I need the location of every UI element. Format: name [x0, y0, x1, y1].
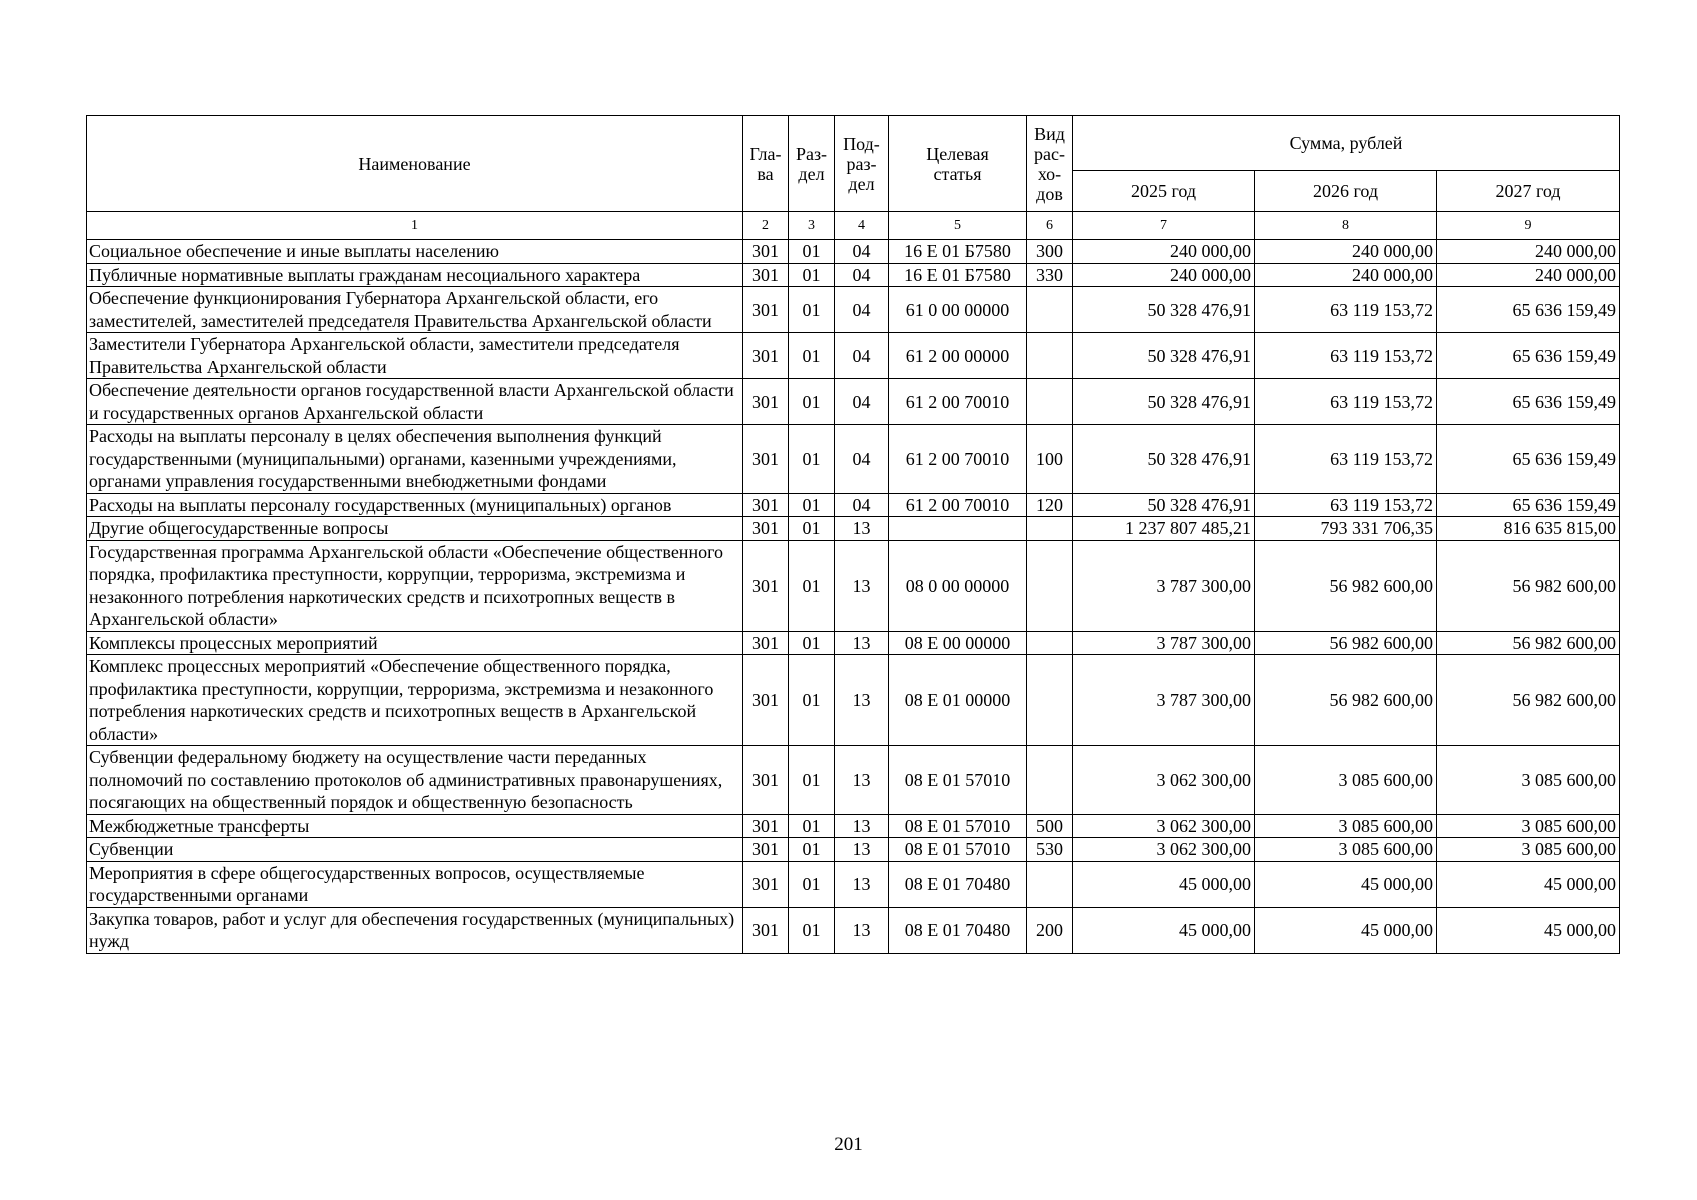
- glava-cell: 301: [743, 838, 789, 862]
- page-number: 201: [834, 1134, 863, 1155]
- expense-type-cell: [1027, 861, 1073, 907]
- amount-2025-cell: 240 000,00: [1073, 263, 1255, 287]
- amount-2027-cell: 240 000,00: [1437, 240, 1620, 264]
- expense-type-cell: 300: [1027, 240, 1073, 264]
- name-cell: Комплексы процессных мероприятий: [87, 631, 743, 655]
- name-cell: Комплекс процессных мероприятий «Обеспечение общественного порядка, профилактика преступности, коррупции, терроризма, экстремизма и незаконного потребления наркотических средств и психотропных веществ в Архангельской области»: [87, 655, 743, 746]
- glava-cell: 301: [743, 493, 789, 517]
- expense-type-cell: 100: [1027, 425, 1073, 494]
- header-glava: Гла- ва: [743, 116, 789, 212]
- name-cell: Межбюджетные трансферты: [87, 814, 743, 838]
- amount-2027-cell: 45 000,00: [1437, 907, 1620, 953]
- name-cell: Расходы на выплаты персоналу в целях обеспечения выполнения функций государственными (муниципальными) органами, казенными учреждениями, органами управления государственными внебюджетными фондами: [87, 425, 743, 494]
- amount-2027-cell: 56 982 600,00: [1437, 540, 1620, 631]
- podrazdel-cell: 04: [835, 425, 889, 494]
- table-row: [87, 861, 1620, 907]
- glava-cell: 301: [743, 379, 789, 425]
- column-number-cell: 3: [789, 212, 835, 240]
- amount-2027-cell: 65 636 159,49: [1437, 287, 1620, 333]
- target-article-cell: 08 0 00 00000: [889, 540, 1027, 631]
- glava-cell: 301: [743, 333, 789, 379]
- podrazdel-cell: 04: [835, 379, 889, 425]
- budget-table: [86, 115, 1620, 954]
- podrazdel-cell: 13: [835, 861, 889, 907]
- table-row: [87, 746, 1620, 815]
- glava-cell: 301: [743, 655, 789, 746]
- name-cell: Заместители Губернатора Архангельской области, заместители председателя Правительства Архангельской области: [87, 333, 743, 379]
- glava-cell: 301: [743, 907, 789, 953]
- name-cell: Обеспечение функционирования Губернатора Архангельской области, его заместителей, заместителей председателя Правительства Архангельской области: [87, 287, 743, 333]
- column-number-cell: 1: [87, 212, 743, 240]
- razdel-cell: 01: [789, 861, 835, 907]
- target-article-cell: 08 Е 00 00000: [889, 631, 1027, 655]
- header-podrazdel: Под- раз- дел: [835, 116, 889, 212]
- glava-cell: 301: [743, 240, 789, 264]
- header-sum: Сумма, рублей: [1073, 116, 1620, 171]
- table-row: [87, 240, 1620, 264]
- amount-2025-cell: 3 062 300,00: [1073, 746, 1255, 815]
- razdel-cell: 01: [789, 263, 835, 287]
- podrazdel-cell: 04: [835, 493, 889, 517]
- table-row: [87, 540, 1620, 631]
- column-number-cell: 7: [1073, 212, 1255, 240]
- razdel-cell: 01: [789, 838, 835, 862]
- glava-cell: 301: [743, 814, 789, 838]
- target-article-cell: 08 Е 01 57010: [889, 746, 1027, 815]
- amount-2026-cell: 63 119 153,72: [1255, 379, 1437, 425]
- target-article-cell: 61 0 00 00000: [889, 287, 1027, 333]
- target-article-cell: 08 Е 01 70480: [889, 861, 1027, 907]
- target-article-cell: 61 2 00 70010: [889, 425, 1027, 494]
- razdel-cell: 01: [789, 379, 835, 425]
- name-cell: Закупка товаров, работ и услуг для обеспечения государственных (муниципальных) нужд: [87, 907, 743, 953]
- amount-2025-cell: 1 237 807 485,21: [1073, 517, 1255, 541]
- amount-2026-cell: 56 982 600,00: [1255, 655, 1437, 746]
- podrazdel-cell: 13: [835, 540, 889, 631]
- amount-2025-cell: 50 328 476,91: [1073, 287, 1255, 333]
- amount-2026-cell: 240 000,00: [1255, 263, 1437, 287]
- name-cell: Субвенции: [87, 838, 743, 862]
- expense-type-cell: [1027, 333, 1073, 379]
- amount-2026-cell: 3 085 600,00: [1255, 746, 1437, 815]
- header-year-2025: 2025 год: [1073, 171, 1255, 212]
- amount-2025-cell: 45 000,00: [1073, 861, 1255, 907]
- amount-2025-cell: 50 328 476,91: [1073, 425, 1255, 494]
- column-number-cell: 8: [1255, 212, 1437, 240]
- amount-2027-cell: 56 982 600,00: [1437, 631, 1620, 655]
- amount-2027-cell: 65 636 159,49: [1437, 333, 1620, 379]
- razdel-cell: 01: [789, 655, 835, 746]
- table-row: [87, 907, 1620, 953]
- name-cell: Субвенции федеральному бюджету на осуществление части переданных полномочий по составлению протоколов об административных правонарушениях, посягающих на общественный порядок и общественную безопасность: [87, 746, 743, 815]
- razdel-cell: 01: [789, 540, 835, 631]
- amount-2026-cell: 56 982 600,00: [1255, 540, 1437, 631]
- amount-2025-cell: 50 328 476,91: [1073, 333, 1255, 379]
- table-header: [87, 116, 1620, 240]
- table-row: [87, 655, 1620, 746]
- podrazdel-cell: 13: [835, 517, 889, 541]
- table-row: [87, 838, 1620, 862]
- expense-type-cell: [1027, 517, 1073, 541]
- target-article-cell: 08 Е 01 57010: [889, 814, 1027, 838]
- table-row: [87, 493, 1620, 517]
- glava-cell: 301: [743, 517, 789, 541]
- name-cell: Расходы на выплаты персоналу государственных (муниципальных) органов: [87, 493, 743, 517]
- glava-cell: 301: [743, 287, 789, 333]
- razdel-cell: 01: [789, 240, 835, 264]
- podrazdel-cell: 13: [835, 838, 889, 862]
- podrazdel-cell: 13: [835, 746, 889, 815]
- expense-type-cell: 500: [1027, 814, 1073, 838]
- razdel-cell: 01: [789, 287, 835, 333]
- glava-cell: 301: [743, 746, 789, 815]
- amount-2026-cell: 63 119 153,72: [1255, 287, 1437, 333]
- header-year-2027: 2027 год: [1437, 171, 1620, 212]
- podrazdel-cell: 04: [835, 240, 889, 264]
- amount-2025-cell: 3 787 300,00: [1073, 631, 1255, 655]
- amount-2026-cell: 63 119 153,72: [1255, 493, 1437, 517]
- razdel-cell: 01: [789, 333, 835, 379]
- column-number-cell: 9: [1437, 212, 1620, 240]
- column-number-row: [87, 212, 1620, 240]
- target-article-cell: 16 Е 01 Б7580: [889, 240, 1027, 264]
- amount-2025-cell: 240 000,00: [1073, 240, 1255, 264]
- table-row: [87, 379, 1620, 425]
- amount-2027-cell: 65 636 159,49: [1437, 425, 1620, 494]
- target-article-cell: 16 Е 01 Б7580: [889, 263, 1027, 287]
- expense-type-cell: [1027, 540, 1073, 631]
- razdel-cell: 01: [789, 814, 835, 838]
- table-row: [87, 631, 1620, 655]
- amount-2027-cell: 3 085 600,00: [1437, 814, 1620, 838]
- target-article-cell: 61 2 00 70010: [889, 379, 1027, 425]
- amount-2026-cell: 3 085 600,00: [1255, 838, 1437, 862]
- razdel-cell: 01: [789, 517, 835, 541]
- podrazdel-cell: 13: [835, 814, 889, 838]
- amount-2026-cell: 45 000,00: [1255, 907, 1437, 953]
- header-year-2026: 2026 год: [1255, 171, 1437, 212]
- amount-2026-cell: 240 000,00: [1255, 240, 1437, 264]
- header-target: Целевая статья: [889, 116, 1027, 212]
- glava-cell: 301: [743, 425, 789, 494]
- amount-2025-cell: 3 787 300,00: [1073, 655, 1255, 746]
- amount-2026-cell: 56 982 600,00: [1255, 631, 1437, 655]
- podrazdel-cell: 04: [835, 333, 889, 379]
- amount-2027-cell: 3 085 600,00: [1437, 838, 1620, 862]
- expense-type-cell: [1027, 655, 1073, 746]
- amount-2027-cell: 45 000,00: [1437, 861, 1620, 907]
- expense-type-cell: 530: [1027, 838, 1073, 862]
- name-cell: Публичные нормативные выплаты гражданам несоциального характера: [87, 263, 743, 287]
- amount-2026-cell: 793 331 706,35: [1255, 517, 1437, 541]
- podrazdel-cell: 04: [835, 263, 889, 287]
- amount-2025-cell: 50 328 476,91: [1073, 493, 1255, 517]
- table-row: [87, 333, 1620, 379]
- amount-2026-cell: 3 085 600,00: [1255, 814, 1437, 838]
- target-article-cell: 08 Е 01 00000: [889, 655, 1027, 746]
- glava-cell: 301: [743, 861, 789, 907]
- amount-2026-cell: 63 119 153,72: [1255, 425, 1437, 494]
- header-razdel: Раз- дел: [789, 116, 835, 212]
- expense-type-cell: [1027, 379, 1073, 425]
- podrazdel-cell: 04: [835, 287, 889, 333]
- glava-cell: 301: [743, 540, 789, 631]
- amount-2025-cell: 50 328 476,91: [1073, 379, 1255, 425]
- header-name: Наименование: [87, 116, 743, 212]
- razdel-cell: 01: [789, 631, 835, 655]
- expense-type-cell: [1027, 746, 1073, 815]
- table-body: [87, 240, 1620, 954]
- column-number-cell: 5: [889, 212, 1027, 240]
- amount-2027-cell: 56 982 600,00: [1437, 655, 1620, 746]
- name-cell: Обеспечение деятельности органов государственной власти Архангельской области и государственных органов Архангельской области: [87, 379, 743, 425]
- expense-type-cell: [1027, 631, 1073, 655]
- amount-2027-cell: 3 085 600,00: [1437, 746, 1620, 815]
- expense-type-cell: 200: [1027, 907, 1073, 953]
- column-number-cell: 2: [743, 212, 789, 240]
- target-article-cell: 61 2 00 00000: [889, 333, 1027, 379]
- razdel-cell: 01: [789, 493, 835, 517]
- table-row: [87, 814, 1620, 838]
- target-article-cell: 61 2 00 70010: [889, 493, 1027, 517]
- glava-cell: 301: [743, 631, 789, 655]
- podrazdel-cell: 13: [835, 631, 889, 655]
- razdel-cell: 01: [789, 746, 835, 815]
- expense-type-cell: 330: [1027, 263, 1073, 287]
- podrazdel-cell: 13: [835, 655, 889, 746]
- column-number-cell: 6: [1027, 212, 1073, 240]
- expense-type-cell: [1027, 287, 1073, 333]
- amount-2025-cell: 3 062 300,00: [1073, 814, 1255, 838]
- name-cell: Мероприятия в сфере общегосударственных вопросов, осуществляемые государственными органами: [87, 861, 743, 907]
- glava-cell: 301: [743, 263, 789, 287]
- name-cell: Социальное обеспечение и иные выплаты населению: [87, 240, 743, 264]
- target-article-cell: 08 Е 01 70480: [889, 907, 1027, 953]
- amount-2027-cell: 65 636 159,49: [1437, 493, 1620, 517]
- table-row: [87, 263, 1620, 287]
- target-article-cell: [889, 517, 1027, 541]
- amount-2027-cell: 65 636 159,49: [1437, 379, 1620, 425]
- table-row: [87, 425, 1620, 494]
- target-article-cell: 08 Е 01 57010: [889, 838, 1027, 862]
- column-number-cell: 4: [835, 212, 889, 240]
- table-row: [87, 287, 1620, 333]
- amount-2026-cell: 63 119 153,72: [1255, 333, 1437, 379]
- header-vid: Вид рас- хо- дов: [1027, 116, 1073, 212]
- name-cell: Государственная программа Архангельской области «Обеспечение общественного порядка, профилактика преступности, коррупции, терроризма, экстремизма и незаконного потребления наркотических средств и психотропных веществ в Архангельской области»: [87, 540, 743, 631]
- razdel-cell: 01: [789, 425, 835, 494]
- amount-2025-cell: 3 062 300,00: [1073, 838, 1255, 862]
- expense-type-cell: 120: [1027, 493, 1073, 517]
- podrazdel-cell: 13: [835, 907, 889, 953]
- amount-2026-cell: 45 000,00: [1255, 861, 1437, 907]
- razdel-cell: 01: [789, 907, 835, 953]
- table-row: [87, 517, 1620, 541]
- amount-2027-cell: 240 000,00: [1437, 263, 1620, 287]
- amount-2025-cell: 45 000,00: [1073, 907, 1255, 953]
- amount-2027-cell: 816 635 815,00: [1437, 517, 1620, 541]
- name-cell: Другие общегосударственные вопросы: [87, 517, 743, 541]
- amount-2025-cell: 3 787 300,00: [1073, 540, 1255, 631]
